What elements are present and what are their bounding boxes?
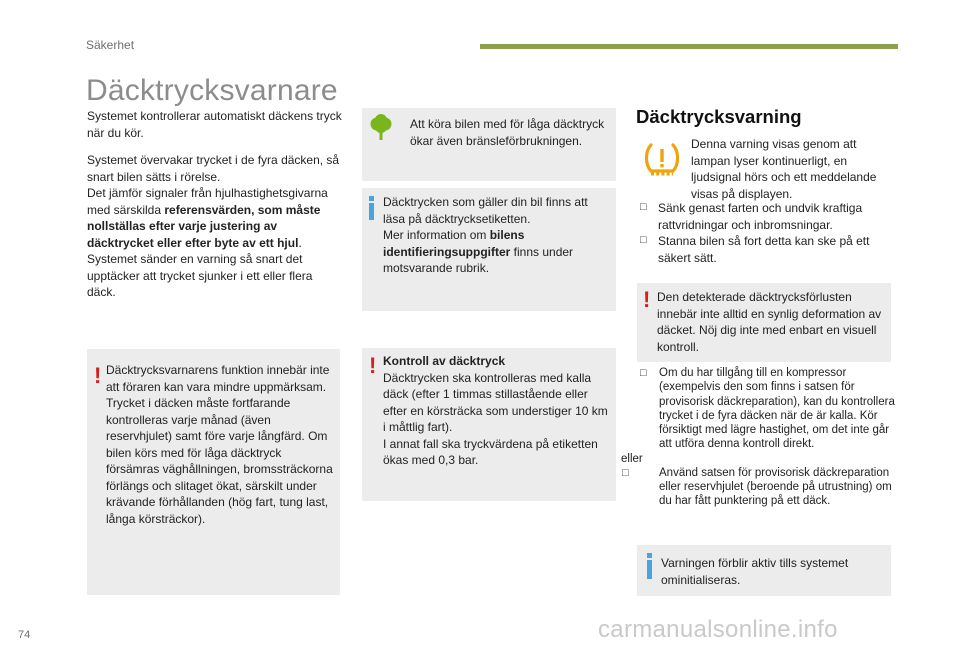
warning-box: [637, 283, 891, 362]
info-bar: [369, 203, 374, 220]
page-title: Däcktrycksvarnare: [86, 74, 338, 107]
text-run: finns under motsvarande rubrik.: [383, 244, 574, 275]
paragraph: [87, 185, 343, 251]
paragraph: Systemet övervakar trycket i de fyra däcken, så snart bilen sätts i rörelse.: [87, 153, 340, 184]
paragraph: Systemet kontrollerar automatiskt däckens tryck när du kör.: [87, 109, 342, 140]
section-heading: Däcktrycksvarning: [636, 106, 802, 127]
bold-text: bilens identifieringsuppgifter: [383, 228, 525, 259]
list-item: [638, 200, 892, 233]
list-item: [621, 366, 895, 452]
paragraph: Däcktrycken som gäller din bil finns att läsa på däcktrycksetiketten.: [383, 195, 588, 226]
bullet-list: [621, 366, 895, 509]
checkbox-bullet-icon: □: [622, 466, 629, 479]
warning-intro: Denna varning visas genom att lampan lyser kontinuerligt, en ljudsignal hörs och ett meddelande visas på displayen.: [691, 137, 877, 201]
paragraph: Däcktrycken ska kontrolleras med kalla däck (efter 1 timmas stillastående eller efter en körsträcka som understiger 10 km i måttlig fart).: [383, 370, 608, 434]
eco-box: [362, 108, 616, 181]
bold-text: Kontroll av däcktryck: [383, 354, 506, 368]
warning-box: [87, 349, 340, 595]
text-run: Mer information om: [383, 228, 490, 242]
or-text: eller: [621, 452, 643, 465]
paragraph: I annat fall ska tryckvärdena på etiketten ökas med 0,3 bar.: [383, 436, 598, 467]
list-item: [621, 466, 895, 509]
green-tree-icon: [369, 114, 393, 142]
header-rule: [480, 44, 898, 49]
warning-text: Den detekterade däcktrycksförlusten innebär inte alltid en synlig deformation av däcket. Nöj dig inte med enbart en visuell kontroll.: [657, 290, 882, 354]
section-label: Säkerhet: [86, 38, 135, 52]
text-run: .: [298, 235, 302, 250]
red-exclamation-icon: !: [94, 363, 102, 388]
info-text: Varningen förblir aktiv tills systemet ominitialiseras.: [661, 556, 849, 587]
info-box: [362, 188, 616, 311]
check-text: [383, 353, 611, 469]
text-run: Det jämför signaler från hjulhastighetsgivarna med särskilda: [87, 186, 328, 217]
check-title: [383, 353, 611, 370]
red-exclamation-icon: !: [643, 287, 651, 312]
blue-info-icon: [369, 196, 374, 201]
list-item-text: Använd satsen för provisorisk däckreparation eller reservhjulet (beroende på utrustning) om du har fått punktering på ett däck.: [659, 466, 892, 508]
checkbox-bullet-icon: □: [640, 234, 647, 246]
tyre-pressure-warning-icon: [643, 141, 681, 177]
blue-info-icon: [647, 553, 652, 558]
check-box: [362, 348, 616, 501]
paragraph: [383, 227, 611, 277]
watermark: carmanualsonline.info: [598, 616, 838, 643]
bullet-list: [638, 200, 892, 266]
list-item-text: Om du har tillgång till en kompressor (exempelvis den som finns i satsen för provisorisk däckreparation), kan du kontrollera trycket i de fyra däcken när de är kalla. Kör försiktigt med lägre hastighet, om det inte går att utföra denna kontroll direkt.: [659, 367, 895, 451]
col1-text: [87, 108, 343, 301]
eco-text: Att köra bilen med för låga däcktryck ökar även bränsleförbrukningen.: [410, 117, 605, 148]
list-item-text: Sänk genast farten och undvik kraftiga rattvridningar och inbromsningar.: [658, 201, 863, 232]
info-bar: [647, 560, 652, 579]
red-exclamation-icon: !: [369, 353, 377, 378]
paragraph: Systemet sänder en varning så snart det upptäcker att trycket sjunker i ett eller flera däck.: [87, 252, 313, 299]
checkbox-bullet-icon: □: [640, 201, 647, 213]
info-box: [637, 545, 891, 596]
list-item: [638, 233, 892, 266]
info-text: [383, 194, 611, 277]
warning-text: Däcktrycksvarnarens funktion innebär inte att föraren kan vara mindre uppmärksam. Trycket i däcken måste fortfarande kontrolleras varje månad (även reservhjulet) samt före varje långfärd. Om bilen körs med för låga däcktryck försämras väghållningen, bromssträckorna förlängs och slitaget ökat, särskilt under krävande förhållanden (hög fart, tung last, långa körsträckor).: [106, 363, 333, 526]
page-number: 74: [18, 629, 31, 641]
bold-text: referensvärden, som måste nollställas efter varje justering av däcktrycket eller efter byte av ett hjul: [87, 202, 321, 250]
list-item-text: Stanna bilen så fort detta kan ske på ett säkert sätt.: [658, 234, 870, 265]
checkbox-bullet-icon: □: [640, 367, 647, 379]
